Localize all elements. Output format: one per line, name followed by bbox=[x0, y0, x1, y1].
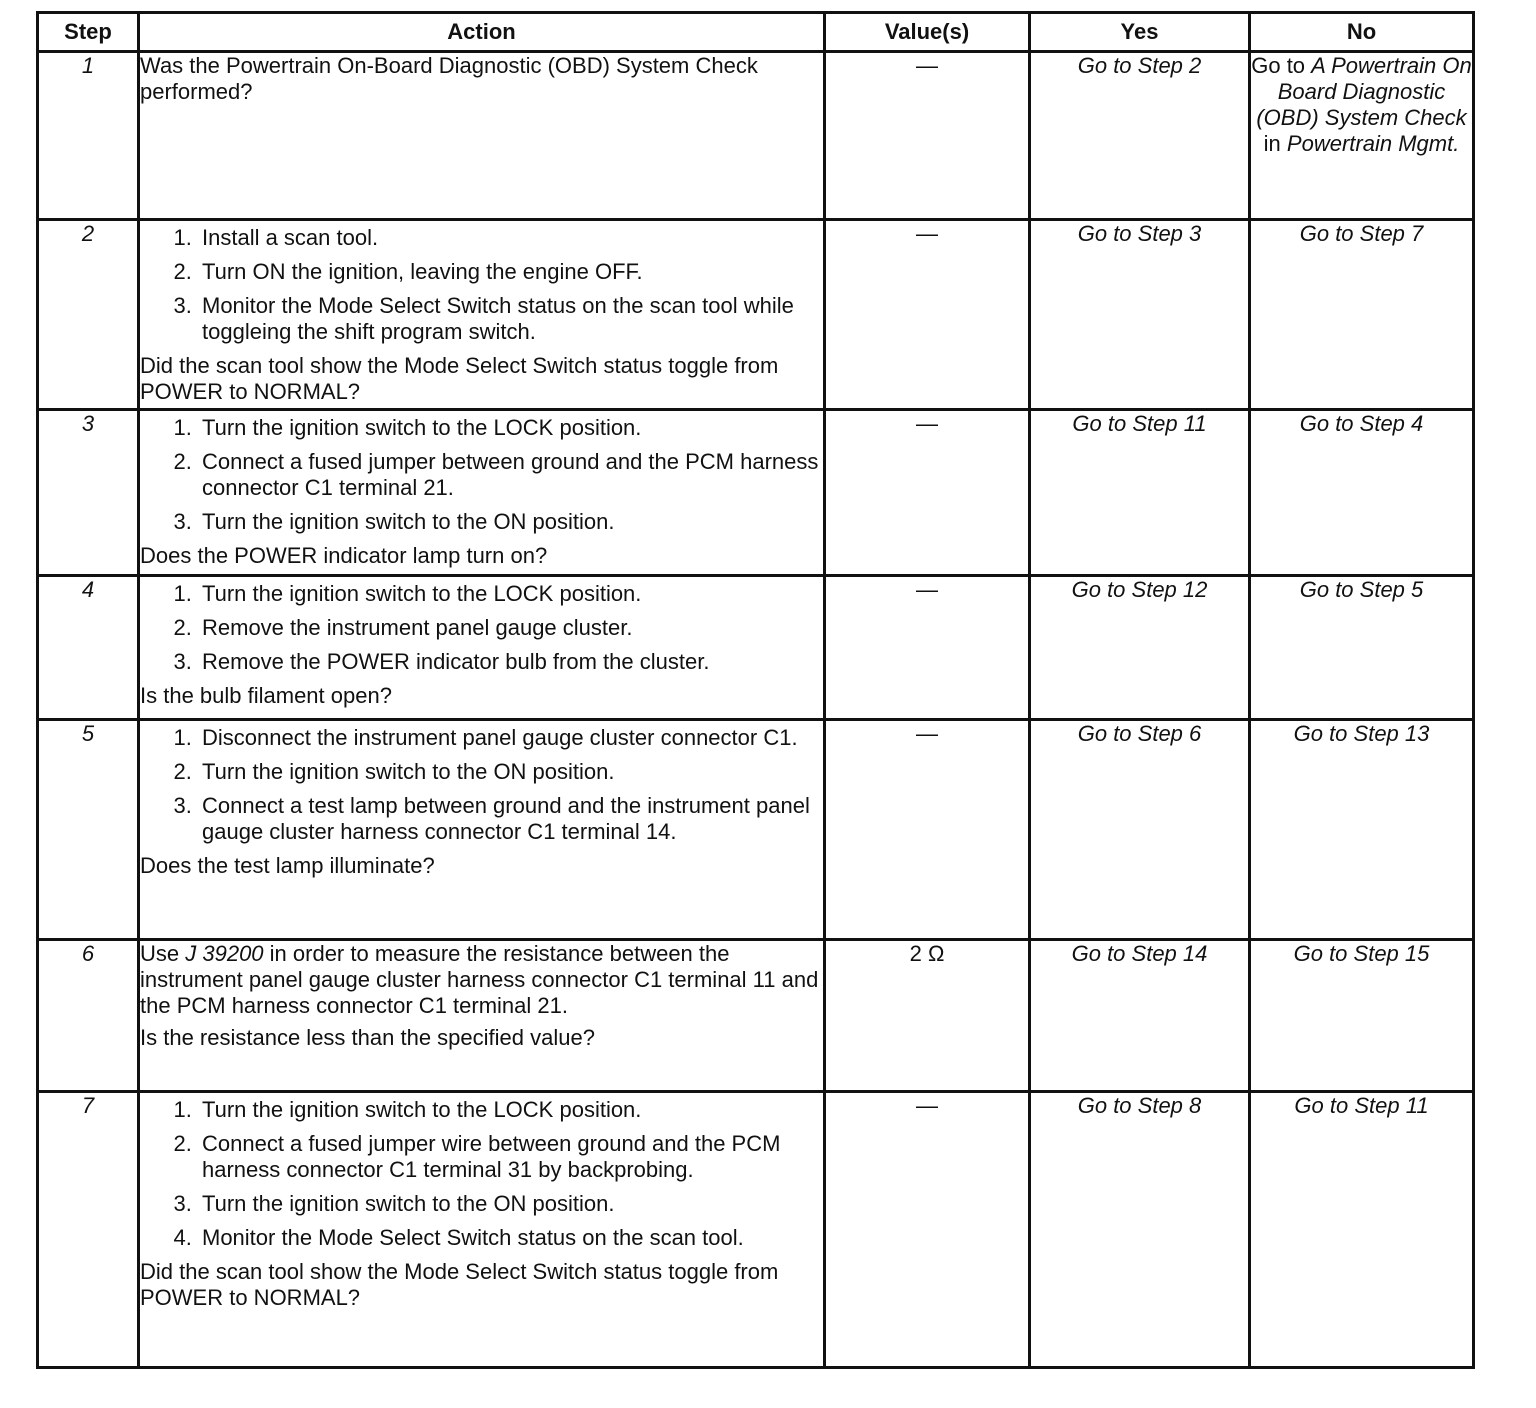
action-item: 3. Turn the ignition switch to the ON position. bbox=[198, 1191, 823, 1217]
table-row bbox=[38, 720, 1474, 940]
action-question: Is the resistance less than the specified value? bbox=[140, 1025, 595, 1050]
no-cell: Go to Step 5 bbox=[1250, 576, 1474, 720]
no-ref: Go to A Powertrain On Board Diagnostic (OBD) System Check in Powertrain Mgmt. bbox=[1251, 53, 1472, 156]
action-item: 3. Remove the POWER indicator bulb from the cluster. bbox=[198, 649, 823, 675]
action-cell bbox=[139, 1092, 825, 1368]
yes-cell: Go to Step 11 bbox=[1030, 410, 1250, 576]
step-number: 4 bbox=[38, 576, 139, 720]
yes-cell: Go to Step 3 bbox=[1030, 220, 1250, 410]
table-row bbox=[38, 410, 1474, 576]
tool-name: J 39200 bbox=[185, 941, 264, 966]
table-row bbox=[38, 1092, 1474, 1368]
action-list bbox=[140, 581, 823, 675]
value-cell: — bbox=[825, 1092, 1030, 1368]
header-action: Action bbox=[139, 13, 825, 52]
table-row bbox=[38, 220, 1474, 410]
value-cell: — bbox=[825, 52, 1030, 220]
action-item: 2. Connect a fused jumper between ground and the PCM harness connector C1 terminal 21. bbox=[198, 449, 823, 501]
table-row bbox=[38, 52, 1474, 220]
yes-cell: Go to Step 12 bbox=[1030, 576, 1250, 720]
action-item: 1. Turn the ignition switch to the LOCK position. bbox=[198, 581, 823, 607]
action-cell bbox=[139, 52, 825, 220]
no-cell bbox=[1250, 52, 1474, 220]
action-item: 1. Install a scan tool. bbox=[198, 225, 823, 251]
no-cell: Go to Step 7 bbox=[1250, 220, 1474, 410]
action-list bbox=[140, 1097, 823, 1251]
no-cell: Go to Step 11 bbox=[1250, 1092, 1474, 1368]
action-question: Does the test lamp illuminate? bbox=[140, 853, 435, 878]
action-intro: Use J 39200 in order to measure the resistance between the instrument panel gauge cluster harness connector C1 terminal 11 and the PCM harness connector C1 terminal 21. bbox=[140, 941, 819, 1018]
action-item: 1. Disconnect the instrument panel gauge cluster connector C1. bbox=[198, 725, 823, 751]
value-cell: — bbox=[825, 720, 1030, 940]
action-item: 4. Monitor the Mode Select Switch status on the scan tool. bbox=[198, 1225, 823, 1251]
action-item: 1. Turn the ignition switch to the LOCK position. bbox=[198, 415, 823, 441]
action-item: 2. Turn ON the ignition, leaving the engine OFF. bbox=[198, 259, 823, 285]
action-cell bbox=[139, 576, 825, 720]
value-cell: 2 Ω bbox=[825, 940, 1030, 1092]
header-step: Step bbox=[38, 13, 139, 52]
table-row bbox=[38, 576, 1474, 720]
action-list bbox=[140, 225, 823, 345]
action-cell bbox=[139, 220, 825, 410]
step-number: 7 bbox=[38, 1092, 139, 1368]
header-values: Value(s) bbox=[825, 13, 1030, 52]
action-question: Is the bulb filament open? bbox=[140, 683, 392, 708]
step-number: 1 bbox=[38, 52, 139, 220]
action-question: Did the scan tool show the Mode Select Switch status toggle from POWER to NORMAL? bbox=[140, 353, 779, 404]
action-item: 2. Connect a fused jumper wire between ground and the PCM harness connector C1 terminal 31 by backprobing. bbox=[198, 1131, 823, 1183]
table-row bbox=[38, 940, 1474, 1092]
action-question: Was the Powertrain On-Board Diagnostic (OBD) System Check performed? bbox=[140, 53, 758, 104]
step-number: 5 bbox=[38, 720, 139, 940]
action-item: 3. Connect a test lamp between ground and the instrument panel gauge cluster harness connector C1 terminal 14. bbox=[198, 793, 823, 845]
action-item: 2. Turn the ignition switch to the ON position. bbox=[198, 759, 823, 785]
action-item: 3. Turn the ignition switch to the ON position. bbox=[198, 509, 823, 535]
action-cell bbox=[139, 410, 825, 576]
action-item: 3. Monitor the Mode Select Switch status on the scan tool while toggleing the shift program switch. bbox=[198, 293, 823, 345]
header-yes: Yes bbox=[1030, 13, 1250, 52]
header-row bbox=[38, 13, 1474, 52]
yes-cell: Go to Step 6 bbox=[1030, 720, 1250, 940]
step-number: 2 bbox=[38, 220, 139, 410]
step-number: 3 bbox=[38, 410, 139, 576]
value-cell: — bbox=[825, 220, 1030, 410]
action-item: 2. Remove the instrument panel gauge cluster. bbox=[198, 615, 823, 641]
action-list bbox=[140, 415, 823, 535]
header-no: No bbox=[1250, 13, 1474, 52]
action-item: 1. Turn the ignition switch to the LOCK position. bbox=[198, 1097, 823, 1123]
no-cell: Go to Step 15 bbox=[1250, 940, 1474, 1092]
value-cell: — bbox=[825, 576, 1030, 720]
step-number: 6 bbox=[38, 940, 139, 1092]
action-list bbox=[140, 725, 823, 845]
action-cell bbox=[139, 720, 825, 940]
no-cell: Go to Step 4 bbox=[1250, 410, 1474, 576]
action-question: Did the scan tool show the Mode Select Switch status toggle from POWER to NORMAL? bbox=[140, 1259, 779, 1310]
action-cell bbox=[139, 940, 825, 1092]
yes-cell: Go to Step 8 bbox=[1030, 1092, 1250, 1368]
action-question: Does the POWER indicator lamp turn on? bbox=[140, 543, 548, 568]
yes-cell: Go to Step 2 bbox=[1030, 52, 1250, 220]
no-cell: Go to Step 13 bbox=[1250, 720, 1474, 940]
diagnostic-table bbox=[36, 11, 1475, 1369]
value-cell: — bbox=[825, 410, 1030, 576]
yes-cell: Go to Step 14 bbox=[1030, 940, 1250, 1092]
